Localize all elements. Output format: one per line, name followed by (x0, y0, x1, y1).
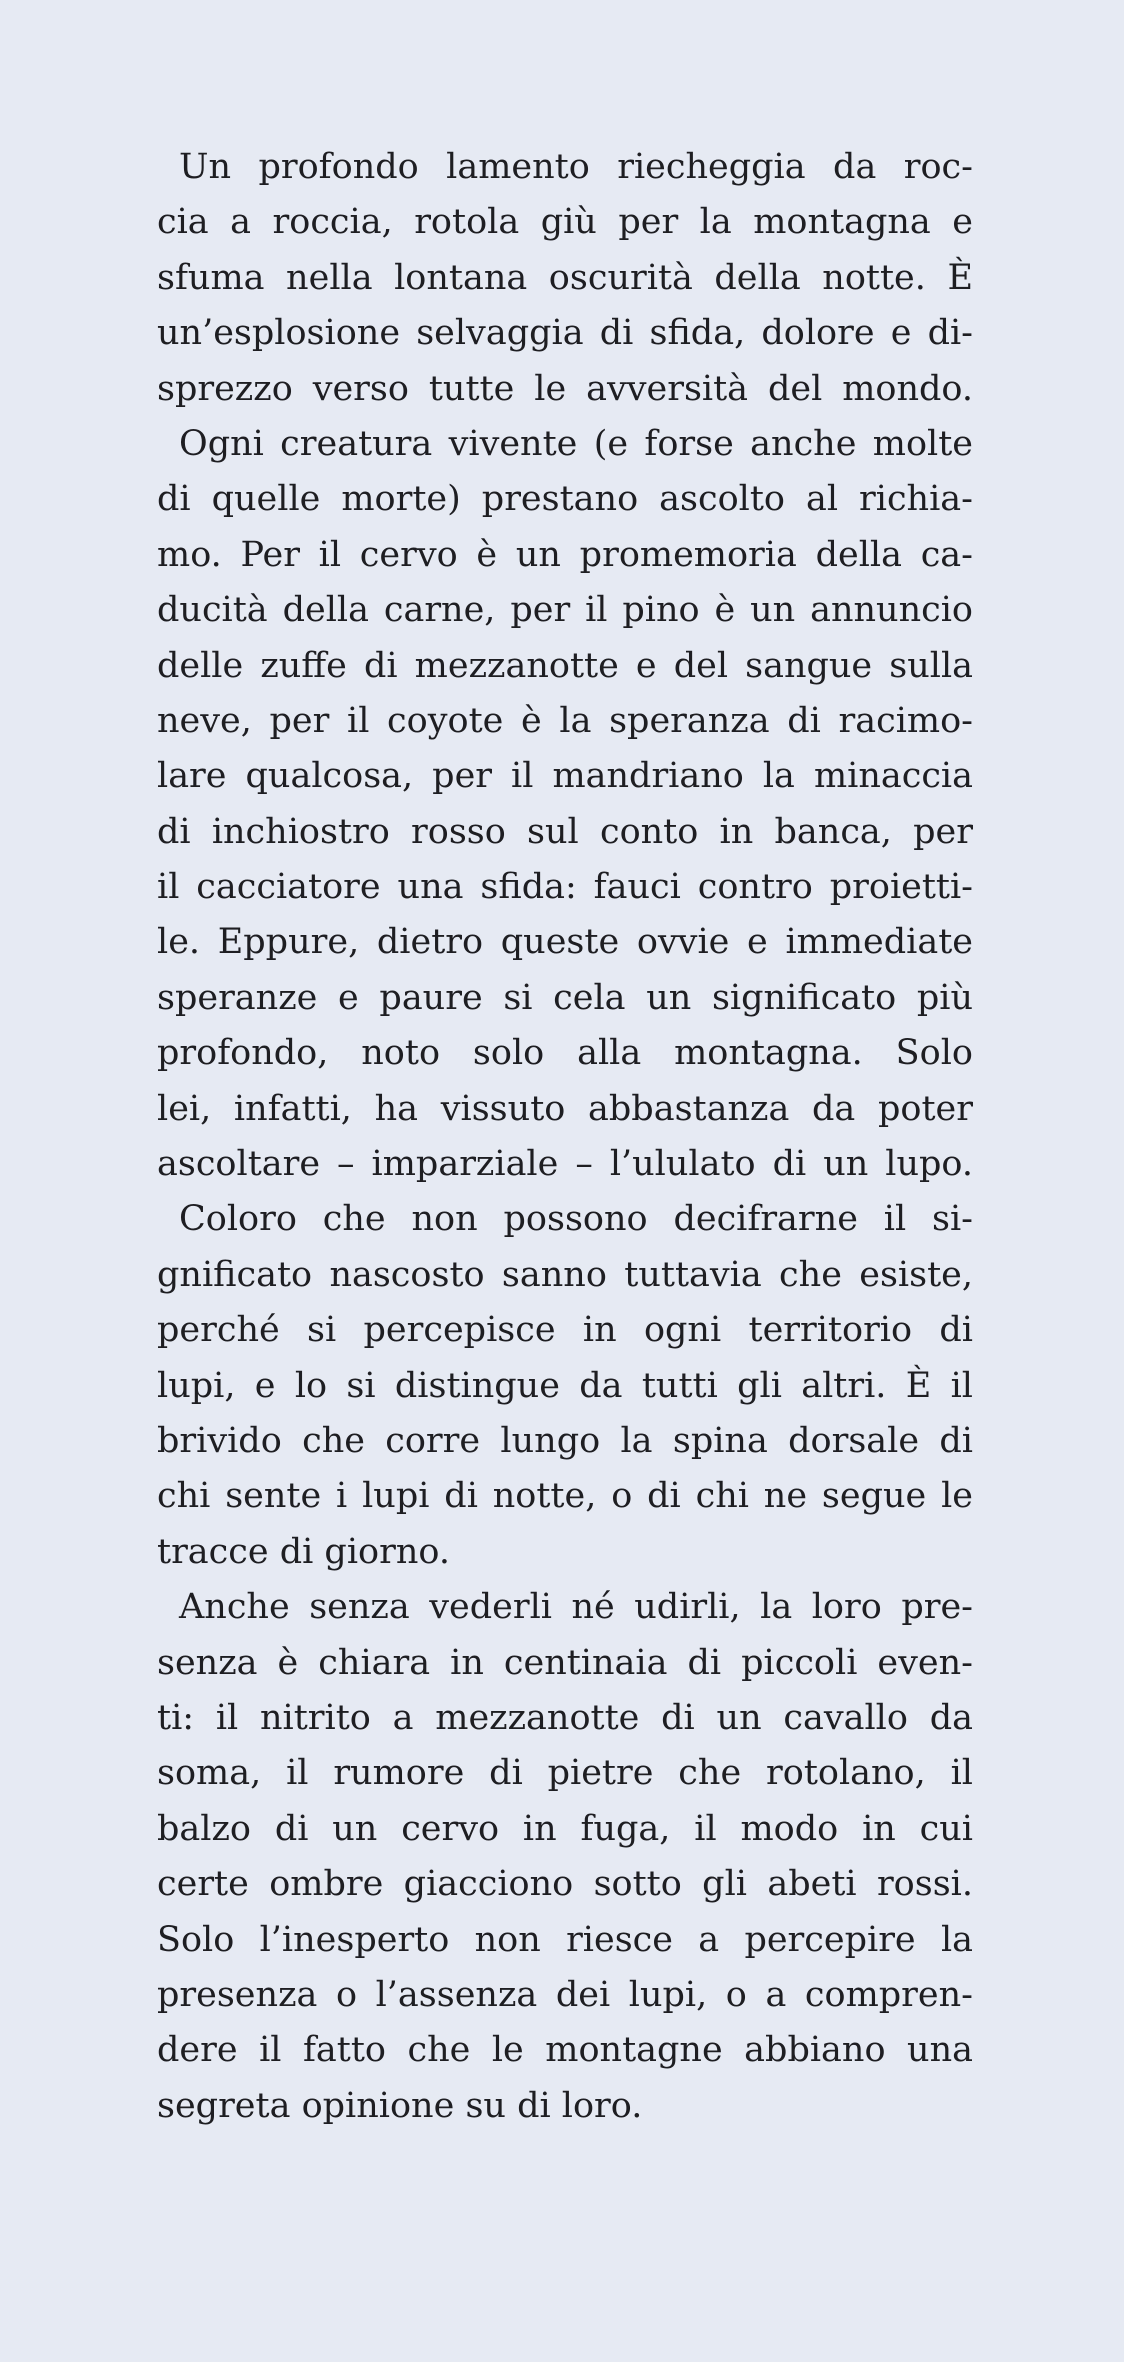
text-line: cia a roccia, rotola giù per la montagna e (157, 202, 973, 243)
text-line: mo. Per il cervo è un promemoria della ca- (157, 534, 973, 575)
body-text (157, 140, 973, 2134)
text-line: di quelle morte) prestano ascolto al richia- (157, 479, 973, 520)
paragraph-4 (157, 1580, 973, 2134)
text-line: dere il fatto che le montagne abbiano una (157, 2030, 973, 2071)
text-line: neve, per il coyote è la speranza di racimo- (157, 700, 973, 741)
text-line: speranze e paure si cela un significato più (157, 977, 973, 1018)
text-line: profondo, noto solo alla montagna. Solo (157, 1033, 973, 1074)
text-line: gnificato nascosto sanno tuttavia che esiste, (157, 1254, 973, 1295)
text-line: delle zuffe di mezzanotte e del sangue sulla (157, 645, 973, 686)
text-line: sfuma nella lontana oscurità della notte. È (157, 257, 973, 298)
text-line: segreta opinione su di loro. (157, 2085, 643, 2126)
text-line: lare qualcosa, per il mandriano la minaccia (157, 756, 973, 797)
text-line: le. Eppure, dietro queste ovvie e immediate (157, 922, 973, 963)
text-line: Un profondo lamento riecheggia da roc- (179, 147, 973, 187)
text-line: Solo l’inesperto non riesce a percepire la (157, 1919, 973, 1960)
text-line: perché si percepisce in ogni territorio di (157, 1310, 973, 1351)
paragraph-1 (157, 140, 973, 417)
text-line: balzo di un cervo in fuga, il modo in cui (157, 1808, 973, 1849)
text-line: un’esplosione selvaggia di sfida, dolore e di- (157, 313, 973, 354)
text-line: ti: il nitrito a mezzanotte di un cavallo da (157, 1697, 973, 1738)
text-line: certe ombre giacciono sotto gli abeti rossi. (157, 1864, 973, 1905)
paragraph-3 (157, 1192, 973, 1580)
text-line: ducità della carne, per il pino è un annuncio (157, 590, 973, 631)
text-line: tracce di giorno. (157, 1531, 450, 1572)
text-line: Coloro che non possono decifrarne il si- (179, 1199, 973, 1240)
text-line: ascoltare – imparziale – l’ululato di un lupo. (157, 1144, 973, 1185)
text-line: Ogni creatura vivente (e forse anche molte (179, 423, 973, 464)
text-line: senza è chiara in centinaia di piccoli even- (157, 1642, 973, 1683)
text-line: presenza o l’assenza dei lupi, o a compren- (157, 1974, 973, 2015)
paragraph-2 (157, 417, 973, 1192)
text-line: sprezzo verso tutte le avversità del mondo. (157, 368, 973, 409)
text-line: chi sente i lupi di notte, o di chi ne segue le (157, 1476, 973, 1517)
text-line: di inchiostro rosso sul conto in banca, per (157, 811, 973, 852)
text-line: soma, il rumore di pietre che rotolano, il (157, 1753, 973, 1794)
text-line: il cacciatore una sfida: fauci contro proietti- (157, 867, 973, 908)
text-line: Anche senza vederli né udirli, la loro pre- (179, 1587, 973, 1628)
text-line: lei, infatti, ha vissuto abbastanza da poter (157, 1088, 973, 1129)
text-line: lupi, e lo si distingue da tutti gli altri. È il (157, 1365, 973, 1406)
text-line: brivido che corre lungo la spina dorsale di (157, 1420, 973, 1461)
